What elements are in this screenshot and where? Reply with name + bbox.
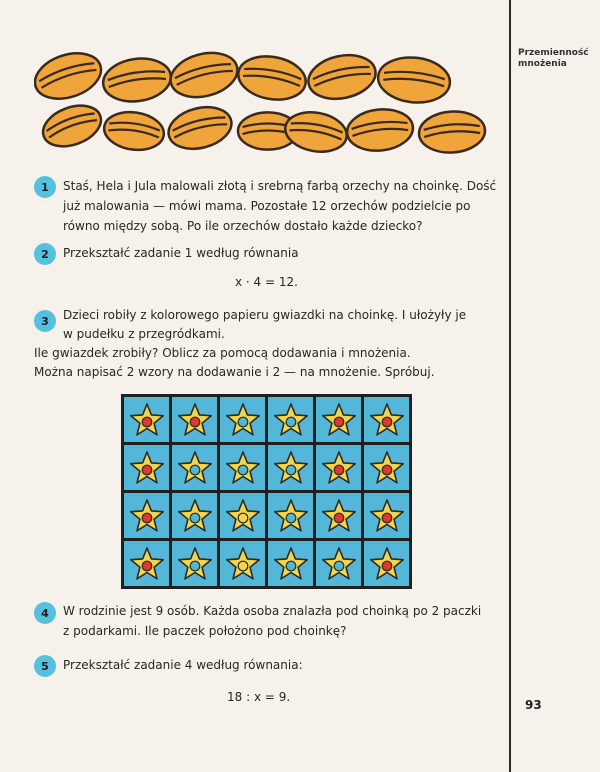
star-icon [271, 545, 311, 583]
walnut [304, 49, 379, 104]
page-number: 93 [525, 698, 542, 712]
walnut [34, 45, 107, 106]
star-cell [220, 493, 265, 538]
star-icon [127, 401, 167, 439]
task-3-text-a [63, 306, 466, 344]
walnut [282, 108, 350, 157]
task-3-text-b [34, 344, 435, 382]
task-3-line-2: w pudełku z przegródkami. [63, 327, 225, 341]
task-1-text [63, 176, 496, 236]
star-icon [127, 449, 167, 487]
star-icon [127, 497, 167, 535]
task-3-line-3: Ile gwiazdek zrobiły? Oblicz za pomocą dodawania i mnożenia. [34, 346, 411, 360]
task-5-text [63, 655, 303, 675]
task-5-equation: 18 : x = 9. [227, 690, 291, 704]
walnut [164, 101, 236, 155]
walnut [235, 51, 309, 104]
star-cell [268, 397, 313, 442]
section-title-line2: mnożenia [518, 59, 567, 69]
star-icon [319, 401, 359, 439]
star-cell [316, 541, 361, 586]
star-cell [172, 397, 217, 442]
task-5-line-1: Przekształć zadanie 4 według równania: [63, 658, 303, 672]
star-icon [223, 545, 263, 583]
star-cell [220, 541, 265, 586]
walnut [166, 46, 242, 103]
star-cell [268, 493, 313, 538]
task-2-number: 2 [34, 243, 56, 265]
star-icon [271, 497, 311, 535]
task-3-line-1: Dzieci robiły z kolorowego papieru gwiazdki na choinkę. I ułożyły je [63, 308, 467, 322]
star-cell [364, 541, 409, 586]
star-icon [223, 401, 263, 439]
star-icon [367, 401, 407, 439]
star-cell [172, 493, 217, 538]
vertical-divider [509, 0, 511, 772]
task-1-line-1: Staś, Hela i Jula malowali złotą i srebrną farbą orzechy na choinkę. Dość [63, 179, 497, 193]
star-cell [316, 397, 361, 442]
walnut [37, 98, 106, 153]
star-cell [220, 397, 265, 442]
task-1-number: 1 [34, 176, 56, 198]
task-5-number: 5 [34, 655, 56, 677]
star-cell [316, 445, 361, 490]
task-2-text [63, 243, 299, 263]
star-cell [172, 445, 217, 490]
task-4-line-1: W rodzinie jest 9 osób. Każda osoba znalazła pod choinką po 2 paczki [63, 604, 482, 618]
task-4-text [63, 601, 481, 641]
task-3-number: 3 [34, 310, 56, 332]
star-icon [367, 497, 407, 535]
walnut [376, 54, 452, 106]
star-cell [124, 541, 169, 586]
star-cell [316, 493, 361, 538]
star-icon [175, 401, 215, 439]
star-cell [364, 445, 409, 490]
task-1-line-2: już malowania — mówi mama. Pozostałe 12 orzechów podzielcie po [63, 199, 471, 213]
star-icon [223, 449, 263, 487]
walnut [102, 108, 167, 153]
star-cell [268, 445, 313, 490]
task-4-line-2: z podarkami. Ile paczek położono pod choinkę? [63, 624, 347, 638]
task-1-line-3: równo między sobą. Po ile orzechów dostało każde dziecko? [63, 219, 423, 233]
section-title [518, 48, 598, 70]
star-icon [319, 449, 359, 487]
star-cell [364, 397, 409, 442]
star-icon [319, 497, 359, 535]
star-icon [271, 401, 311, 439]
walnuts-illustration [34, 40, 504, 170]
star-icon [223, 497, 263, 535]
star-cell [268, 541, 313, 586]
star-cell [124, 445, 169, 490]
section-title-line1: Przemienność [518, 48, 589, 58]
star-icon [175, 497, 215, 535]
star-icon [367, 545, 407, 583]
star-box-grid [121, 394, 412, 589]
task-2-equation: x · 4 = 12. [235, 275, 298, 289]
star-cell [220, 445, 265, 490]
walnut [345, 106, 415, 154]
task-4-number: 4 [34, 602, 56, 624]
walnut [100, 54, 173, 105]
star-icon [367, 449, 407, 487]
task-3-line-4: Można napisać 2 wzory na dodawanie i 2 — na mnożenie. Spróbuj. [34, 365, 435, 379]
star-cell [364, 493, 409, 538]
star-cell [124, 397, 169, 442]
task-2-line-1: Przekształć zadanie 1 według równania [63, 246, 299, 260]
star-icon [175, 545, 215, 583]
star-cell [124, 493, 169, 538]
star-icon [271, 449, 311, 487]
walnut [418, 109, 487, 154]
star-icon [175, 449, 215, 487]
star-icon [127, 545, 167, 583]
star-cell [172, 541, 217, 586]
star-icon [319, 545, 359, 583]
